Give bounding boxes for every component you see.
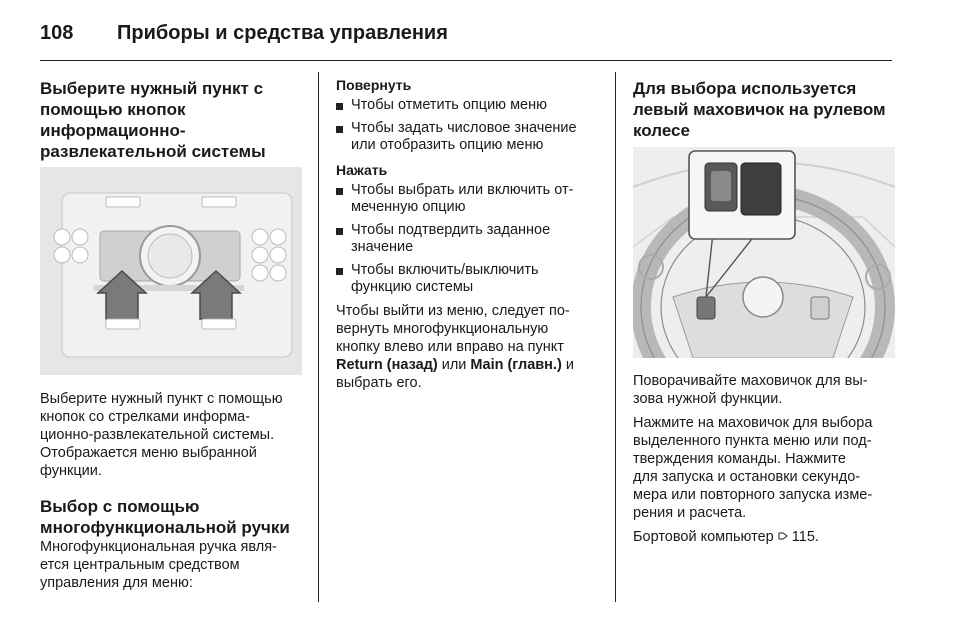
paragraph: Чтобы выйти из меню, следует по- вернуть многофункциональную кнопку влево или вправо на пункт Return (назад) или Main (главн.) и выбрать его. — [336, 302, 601, 392]
text-line: Многофункциональная ручка явля- — [40, 539, 277, 555]
list-item: Чтобы выбрать или включить от- меченную опцию — [336, 182, 601, 217]
paragraph: Поворачивайте маховичок для вы- зова нужной функции. — [633, 373, 868, 407]
text-line: ется центральным средством — [40, 557, 240, 573]
steering-wheel-illustration — [633, 147, 895, 358]
main-label: Main (главн.) — [470, 356, 562, 373]
rotate-list — [336, 97, 601, 155]
heading-line: многофункциональной ручки — [40, 518, 290, 537]
reference-page: 115. — [787, 529, 819, 545]
column-left — [40, 72, 302, 162]
page-header — [40, 20, 892, 61]
list-item: Чтобы включить/выключить функцию системы — [336, 262, 601, 297]
column-left-text — [40, 390, 310, 592]
section-heading: Для выбора используется левый маховичок на рулевом колесе — [633, 79, 886, 140]
steering-wheel-figure — [633, 147, 895, 358]
text-line: функции. — [40, 463, 102, 479]
section-heading — [40, 496, 310, 538]
text-line: Return (назад) или Main (главн.) и — [336, 356, 574, 373]
page-number: 108 — [40, 22, 74, 44]
list-item: Чтобы подтвердить заданное значение — [336, 222, 601, 257]
page-title: Приборы и средства управления — [117, 22, 448, 44]
subheading-rotate: Повернуть — [336, 77, 412, 93]
paragraph — [40, 390, 310, 480]
radio-panel-figure — [40, 167, 302, 375]
text-line: Отображается меню выбранной — [40, 445, 257, 461]
paragraph: Нажмите на маховичок для выбора выделенного пункта меню или под- тверждения команды. Нажмите для запуска и остановки секундо- мера или повторного запуска изме- рения и расчета. — [633, 415, 873, 521]
subheading-press: Нажать — [336, 161, 388, 178]
radio-panel-illustration — [40, 167, 302, 375]
list-item: Чтобы отметить опцию меню — [336, 97, 601, 115]
column-right — [633, 72, 895, 141]
heading-text: Выберите нужный пункт с помощью кнопок информационно-развлекательной системы — [40, 79, 266, 161]
cross-reference: Бортовой компьютер 115. — [633, 529, 819, 545]
paragraph — [40, 538, 310, 592]
press-list — [336, 182, 601, 297]
list-item: Чтобы задать числовое значение или отобразить опцию меню — [336, 120, 601, 155]
section-heading — [40, 78, 302, 162]
text-line: ционно-развлекательной системы. — [40, 427, 275, 443]
column-divider — [615, 72, 616, 602]
column-middle — [336, 72, 601, 392]
return-label: Return (назад) — [336, 356, 438, 373]
cross-reference-arrow-icon — [778, 528, 788, 546]
heading-line: Выбор с помощью — [40, 497, 200, 516]
column-divider — [318, 72, 319, 602]
text-line: Выберите нужный пункт с помощью — [40, 391, 283, 407]
text-line: кнопок со стрелками информа- — [40, 409, 251, 425]
text-line: управления для меню: — [40, 575, 193, 591]
column-right-text — [633, 372, 903, 552]
